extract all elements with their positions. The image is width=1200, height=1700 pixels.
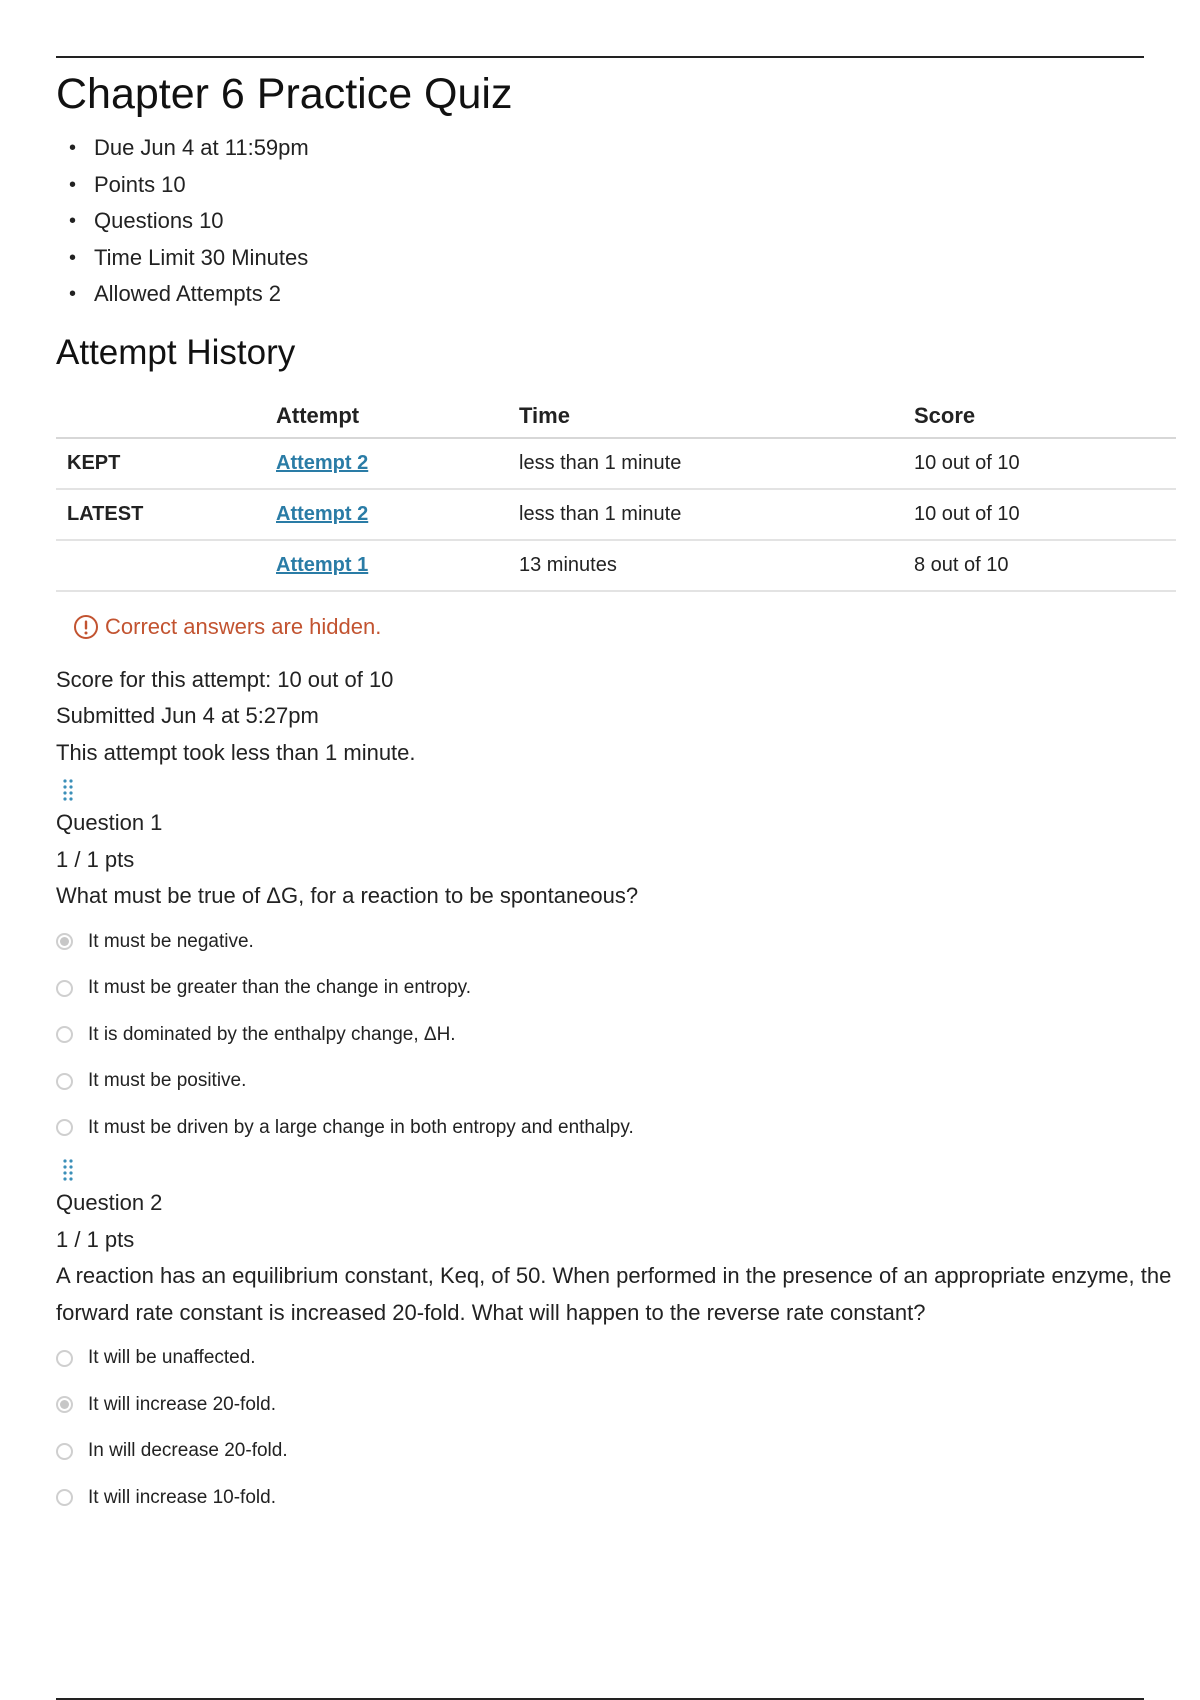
score-cell: 10 out of 10 <box>914 451 1020 474</box>
answer-option[interactable]: It must be driven by a large change in both entropy and enthalpy. <box>56 1105 1176 1152</box>
score-cell: 10 out of 10 <box>914 502 1020 525</box>
table-row <box>56 540 1176 591</box>
table-row <box>56 489 1176 540</box>
submitted-date: Submitted Jun 4 at 5:27pm <box>56 703 319 728</box>
quiz-details-list <box>56 130 1176 313</box>
answer-option[interactable]: It will increase 10-fold. <box>56 1475 1176 1522</box>
top-rule <box>56 56 1144 58</box>
attempt-cell <box>276 438 519 489</box>
detail-allowed-attempts: • Allowed Attempts 2 <box>56 276 1176 313</box>
time-cell: less than 1 minute <box>519 502 682 525</box>
radio-selected[interactable] <box>56 1396 73 1413</box>
row-label <box>56 540 276 591</box>
answer-list <box>56 1335 1176 1521</box>
detail-points: • Points 10 <box>56 167 1176 204</box>
attempt-cell <box>276 540 519 591</box>
time-cell: 13 minutes <box>519 553 617 576</box>
column-header-attempt: Attempt <box>276 402 360 428</box>
answer-list <box>56 919 1176 1152</box>
answer-option[interactable]: It must be negative. <box>56 919 1176 966</box>
page-title: Chapter 6 Practice Quiz <box>56 70 513 118</box>
column-header-time: Time <box>519 402 570 428</box>
question-points: 1 / 1 pts <box>56 846 135 872</box>
radio-unselected[interactable] <box>56 1489 73 1506</box>
hidden-answers-notice <box>73 612 1176 642</box>
radio-unselected[interactable] <box>56 1026 73 1043</box>
answer-option[interactable]: It is dominated by the enthalpy change, ΔH. <box>56 1012 1176 1059</box>
radio-unselected[interactable] <box>56 980 73 997</box>
question-2 <box>56 1155 1176 1521</box>
question-text: A reaction has an equilibrium constant, Keq, of 50. When performed in the presence of an appropriate enzyme, the forward rate constant is increased 20-fold. What will happen to the reverse rate constant? <box>56 1263 1172 1325</box>
attempt-duration: This attempt took less than 1 minute. <box>56 739 416 765</box>
row-label: KEPT <box>67 451 121 474</box>
notice-text: Correct answers are hidden. <box>105 613 382 639</box>
table-header-row <box>56 395 1176 438</box>
time-cell: less than 1 minute <box>519 451 682 474</box>
score-cell: 8 out of 10 <box>914 553 1009 576</box>
radio-unselected[interactable] <box>56 1119 73 1136</box>
radio-unselected[interactable] <box>56 1350 73 1367</box>
question-title: Question 2 <box>56 1190 163 1215</box>
answer-option[interactable]: It will be unaffected. <box>56 1335 1176 1382</box>
column-header-label <box>56 395 276 438</box>
question-title: Question 1 <box>56 810 163 835</box>
attempt-summary <box>56 662 1176 772</box>
radio-unselected[interactable] <box>56 1443 73 1460</box>
attempt-link[interactable]: Attempt 2 <box>276 451 369 474</box>
column-header-score: Score <box>914 402 976 428</box>
attempt-score: Score for this attempt: 10 out of 10 <box>56 666 394 692</box>
question-text: What must be true of ΔG, for a reaction to be spontaneous? <box>56 883 639 908</box>
attempt-cell <box>276 489 519 540</box>
question-1 <box>56 775 1176 1151</box>
answer-option[interactable]: It will increase 20-fold. <box>56 1382 1176 1429</box>
table-row <box>56 438 1176 489</box>
answer-option[interactable]: It must be greater than the change in entropy. <box>56 965 1176 1012</box>
question-points: 1 / 1 pts <box>56 1226 135 1252</box>
drag-handle-icon[interactable] <box>56 1155 86 1185</box>
detail-questions: • Questions 10 <box>56 203 1176 240</box>
answer-option[interactable]: It must be positive. <box>56 1058 1176 1105</box>
warning-circle-icon <box>73 614 99 640</box>
quiz-content <box>56 66 1176 1521</box>
attempt-link[interactable]: Attempt 1 <box>276 553 369 576</box>
attempt-history-table <box>56 395 1176 592</box>
answer-option[interactable]: In will decrease 20-fold. <box>56 1428 1176 1475</box>
radio-selected[interactable] <box>56 933 73 950</box>
row-label: LATEST <box>67 502 144 525</box>
detail-time-limit: • Time Limit 30 Minutes <box>56 240 1176 277</box>
radio-unselected[interactable] <box>56 1073 73 1090</box>
detail-due: • Due Jun 4 at 11:59pm <box>56 130 1176 167</box>
attempt-history-heading: Attempt History <box>56 332 296 372</box>
drag-handle-icon[interactable] <box>56 775 86 805</box>
attempt-link[interactable]: Attempt 2 <box>276 502 369 525</box>
